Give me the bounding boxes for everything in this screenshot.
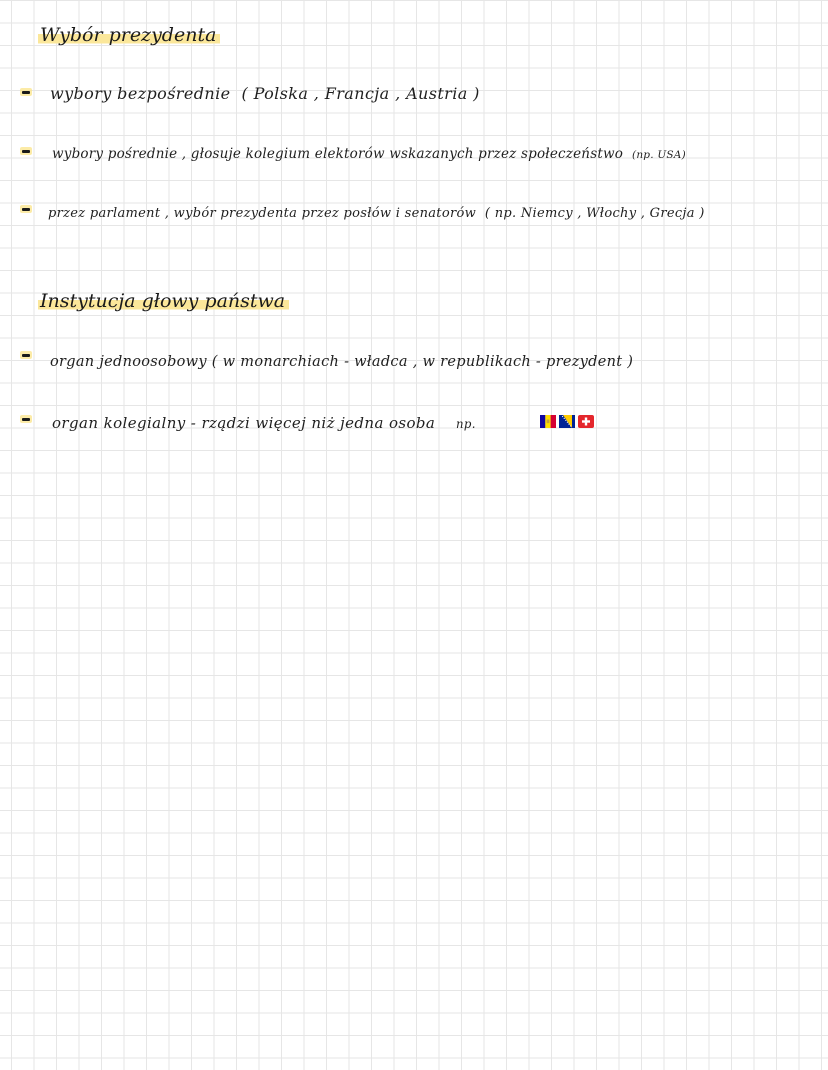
item-text: wybory bezpośrednie <box>50 84 231 103</box>
list-item <box>50 354 633 370</box>
list-item <box>50 84 480 103</box>
bullet-dash <box>22 91 30 94</box>
item-paren: ( Polska , Francja , Austria ) <box>241 84 480 103</box>
section2-title: Instytucja głowy państwa <box>38 290 289 312</box>
bullet-dash <box>22 208 30 211</box>
section1-title: Wybór prezydenta <box>38 24 220 46</box>
bosnia-flag-icon <box>559 415 575 428</box>
bullet-dash <box>22 354 30 357</box>
list-item <box>52 146 686 162</box>
list-item <box>52 414 476 432</box>
item-text: organ kolegialny - rządzi więcej niż jedna osoba <box>52 414 436 432</box>
item-text: przez parlament , wybór prezydenta przez posłów i senatorów <box>48 206 477 221</box>
bullet-dash <box>22 150 30 153</box>
item-paren: ( np. Niemcy , Włochy , Grecja ) <box>484 206 705 221</box>
item-text: organ jednoosobowy ( w monarchiach - władca , w republikach - prezydent ) <box>50 354 634 370</box>
switzerland-flag-icon <box>578 415 594 428</box>
item-text: wybory pośrednie , głosuje kolegium elektorów wskazanych przez społeczeństwo <box>52 146 624 162</box>
list-item <box>48 206 705 221</box>
andorra-flag-icon <box>540 415 556 428</box>
item-paren: (np. USA) <box>632 149 686 161</box>
example-label: np. <box>455 417 476 431</box>
flag-group <box>540 415 594 428</box>
bullet-dash <box>22 418 30 421</box>
